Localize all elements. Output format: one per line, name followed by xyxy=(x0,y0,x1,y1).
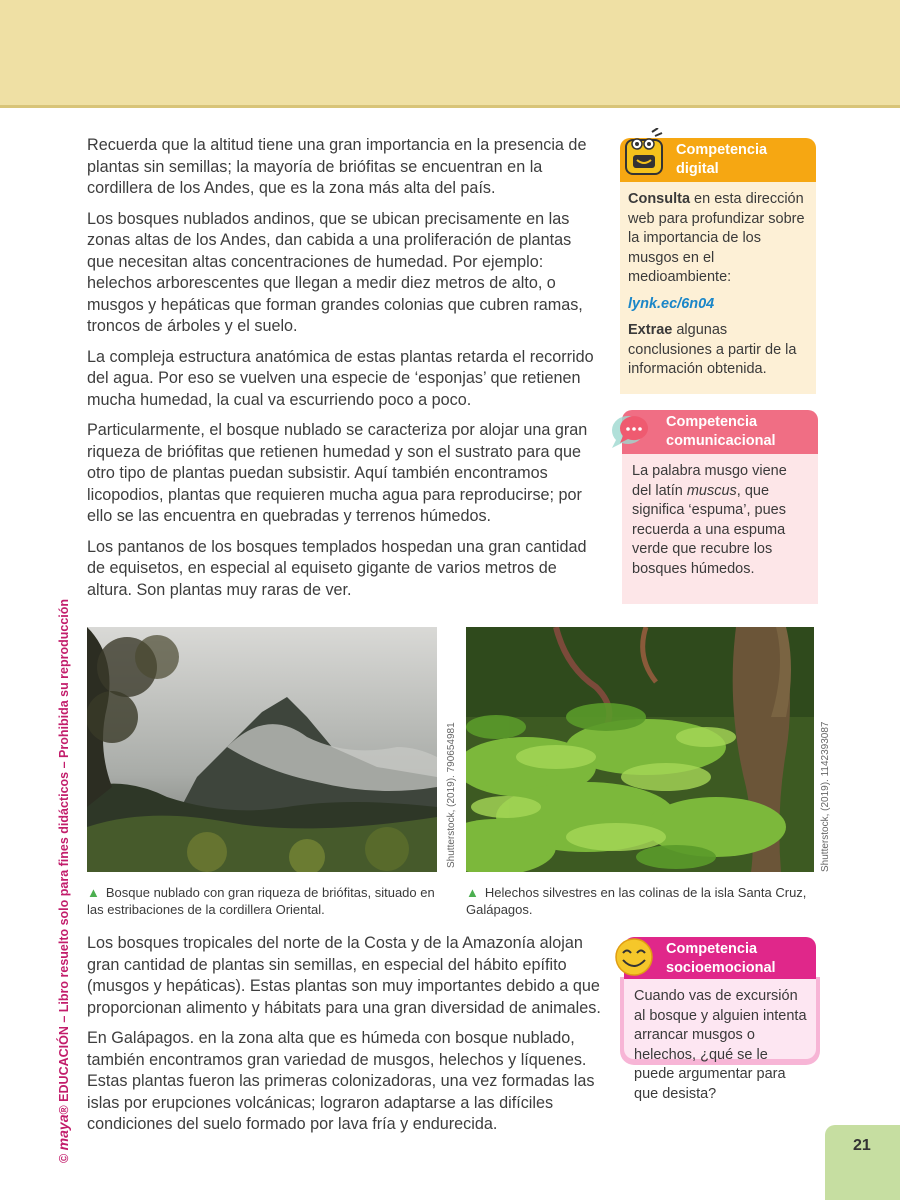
box-header: Competencia comunicacional xyxy=(622,410,818,454)
robot-icon xyxy=(622,128,670,180)
verb-extrae: Extrae xyxy=(628,322,673,338)
paragraph: En Galápagos. en la zona alta que es húmeda con bosque nublado, también encontramos gran variedad de musgos, helechos y líquenes. Estas plantas fueron las primeras colonizadoras, una vez formadas las islas por erupciones volcánicas; lograron adaptarse a las difíciles condiciones del suelo formado por lava fría y endurecida. xyxy=(87,1029,595,1133)
paragraph: Los pantanos de los bosques templados hospedan una gran cantidad de equisetos, en especial al equiseto gigante de varios metros de altura. Son plantas muy raras de ver. xyxy=(87,537,587,599)
bottom-text xyxy=(87,933,607,1145)
photo-credit: Shutterstock, (2019). 790654981 xyxy=(446,722,457,868)
header-rule xyxy=(0,105,900,108)
paragraph: La compleja estructura anatómica de estas plantas retarda el recorrido del agua. Por eso se vuelven una especie de ‘esponjas’ que retienen mucha humedad, la cual va escurriendo poco a poco. xyxy=(87,347,594,409)
main-text xyxy=(87,135,597,610)
competencia-digital-box xyxy=(620,138,816,396)
maya-logo: maya xyxy=(55,1114,71,1151)
photo-caption: ▲ Helechos silvestres en las colinas de la isla Santa Cruz, Galápagos. xyxy=(466,885,807,917)
side-credit: © maya® EDUCACIÓN – Libro resuelto solo para fines didácticos – Prohibida su reproducción xyxy=(55,598,71,1163)
speech-bubble-icon xyxy=(606,410,652,450)
top-header-band xyxy=(0,0,900,108)
photo-credit: Shutterstock, (2019). 1142393087 xyxy=(820,721,831,872)
page-number: 21 xyxy=(853,1137,871,1154)
paragraph: Particularmente, el bosque nublado se caracteriza por alojar una gran riqueza de briófitas que retienen humedad y son el sustrato para que otro tipo de plantas puedan subsistir. Aquí también encontramos licopodios, plantas que requieren mucha agua para reproducirse; por ello se las encuentra en quebradas y terrenos húmedos. xyxy=(87,421,588,525)
paragraph: Los bosques nublados andinos, que se ubican precisamente en las zonas altas de los Andes, dan cabida a una proliferación de plantas que necesitan altas concentraciones de humedad. Por ejemplo: helechos arborescentes que llegan a medir diez metros de alto, o musgos y hepáticas que forman grandes colonias que cubren ramas, troncos de árboles y el suelo. xyxy=(87,209,583,335)
photo-cloud-forest xyxy=(87,627,437,872)
side-credit-text: EDUCACIÓN – Libro resuelto solo para fines didácticos – Prohibida su reproducción xyxy=(57,598,71,1102)
paragraph: Recuerda que la altitud tiene una gran importancia en la presencia de plantas sin semillas; la mayoría de briófitas se encuentran en la cordillera de los Andes, que es la zona más alta del país. xyxy=(87,136,587,197)
triangle-icon: ▲ xyxy=(87,885,100,900)
page-number-box xyxy=(825,1125,900,1200)
box-header: Competencia socioemocional xyxy=(624,937,816,979)
box-body: Cuando vas de excursión al bosque y alguien intenta arrancar musgos o helechos, ¿qué se le puede argumentar para que desista? xyxy=(624,979,816,1059)
competencia-socioemocional-box xyxy=(624,937,820,1102)
web-link[interactable]: lynk.ec/6n04 xyxy=(628,295,715,312)
paragraph: Los bosques tropicales del norte de la Costa y de la Amazonía alojan gran cantidad de plantas sin semillas, en especial del hábito epífito (musgos y hepáticas). Estas plantas son muy importantes debido a que proporcionan alimento y hábitats para una gran diversidad de animales. xyxy=(87,934,601,1017)
competencia-comunicacional-box xyxy=(622,410,818,606)
photo-ferns xyxy=(466,627,814,872)
verb-consulta: Consulta xyxy=(628,191,691,207)
smiley-icon xyxy=(612,935,656,979)
box-body: Consulta en esta dirección web para profundizar sobre la importancia de los musgos en el medioambiente: lynk.ec/6n04 Extrae algunas conclusiones a partir de la información obtenida. xyxy=(620,182,816,394)
photo-caption: ▲ Bosque nublado con gran riqueza de briófitas, situado en las estribaciones de la cordillera Oriental. xyxy=(87,885,435,917)
triangle-icon: ▲ xyxy=(466,885,479,900)
box-body: La palabra musgo viene del latín muscus, que significa ‘espuma’, pues recuerda a una espuma verde que recubre los bosques húmedos. xyxy=(622,454,818,604)
box-header: Competencia digital xyxy=(620,138,816,182)
